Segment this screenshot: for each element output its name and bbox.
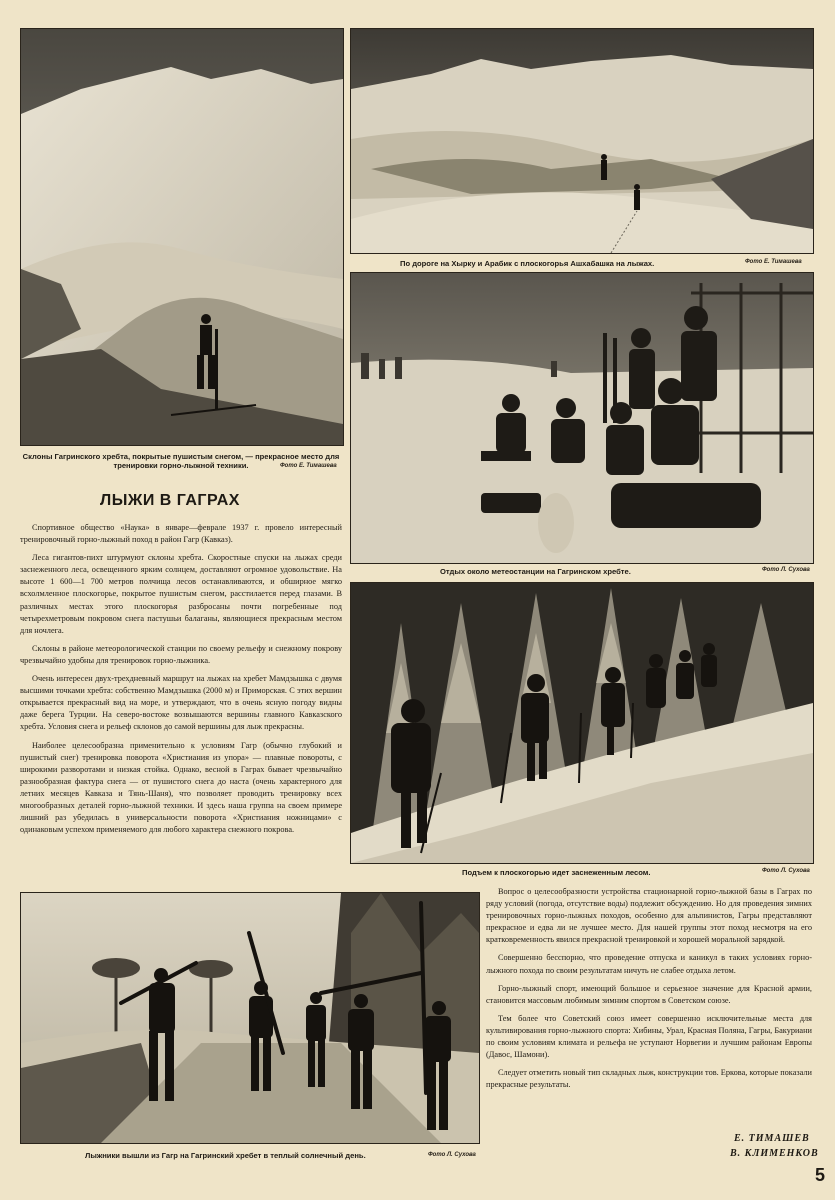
paragraph: Вопрос о целесообразности устройства стационарной горно-лыжной базы в Гаграх по ряду условий (погода, отсутствие воды) подлежит обсуждению. Но для проведения зимних тренировочных горно-лыжных походов, особенно для альпинистов, Гагры представляют прекрасное и едва ли не лучшее место. Для нашей группы этот поход несмотря на его кратковременность явился прекрасной тренировкой и хорошей моральной зарядкой. (486, 887, 812, 945)
photo-caption-2: По дороге на Хырку и Арабик с плоскогорья Ашхабашка на лыжах. (400, 259, 655, 268)
paragraph: Горно-лыжный спорт, имеющий большое и серьезное значение для Красной армии, становится массовым любимым зимним спортом в Советском союзе. (486, 983, 812, 1005)
photo-credit-1: Фото Е. Тимашева (280, 463, 337, 469)
photo-skiers-leaving-gagra (20, 892, 480, 1144)
author-klimenkov: В. КЛИМЕНКОВ (730, 1148, 819, 1159)
author-timashev: Е. ТИМАШЕВ (734, 1133, 810, 1144)
paragraph: Очень интересен двух-трехдневный маршрут на лыжах на хребет Мамдзышка с двумя высшими точками хребта: собственно Мамдзышка (2000 м) и Приморская. С этих вершин открывается прекрасный вид на море, и утверждают, что в очень ясную погоду видны даже берега Турции. На северо-востоке возвышаются вершины главного Кавказского хребта. Условия снега и рельеф склонов до самой вершины для лыж прекрасны. (20, 674, 342, 732)
paragraph: Следует отметить новый тип складных лыж, конструкции тов. Еркова, которые показали прекрасные результаты. (486, 1068, 812, 1090)
photo-credit-2: Фото Е. Тимашева (745, 259, 802, 265)
photo-road-to-khyrka (350, 28, 814, 254)
paragraph: Леса гигантов-пихт штурмуют склоны хребта. Скоростные спуски на лыжах среди заснеженного леса, освещенного ярким солнцем, доставляют огромное удовольствие. На высоте 1 600—1 700 метров полчища лесов останавливаются, и обширное мягко всхолмленное плоскогорье, покрытое пушистым снегом, расстилается перед глазами. В различных местах этого плоскогорья разбросаны почти погребенные под четырехметровым покровом снега пастушьи балаганы, являющиеся прекрасным местом для ночлега. (20, 553, 342, 635)
article-column-right (486, 886, 812, 1097)
photo-caption-4: Подъем к плоскогорью идет заснеженным лесом. (462, 868, 651, 877)
photo-mountain-slope (20, 28, 344, 446)
photo-credit-3: Фото Л. Сухова (762, 567, 810, 573)
photo-caption-5: Лыжники вышли из Гагр на Гагринский хребет в теплый солнечный день. (85, 1151, 366, 1160)
article-title: ЛЫЖИ В ГАГРАХ (100, 492, 240, 509)
paragraph: Тем более что Советский союз имеет совершенно исключительные места для культивирования горно-лыжного спорта: Хибины, Урал, Красная Поляна, Гагры, Бакуриани по своим условиям климата и рельефа не уступают Норвегии и лучшим районам Европы (Давос, Шамони). (486, 1013, 812, 1060)
paragraph: Наиболее целесообразна применительно к условиям Гагр (обычно глубокий и пушистый снег) тренировка поворота «Христиания из упора» — плавные повороты, с широкими разворотами и низкая стойка. Однако, весной в Гаграх бывает чрезвычайно разнообразная фактура снега — от пушистого снега до наста (очень характерного для летних месяцев Кавказа и Тянь-Шаня), что позволяет проводить тренировку всех многообразных деталей горно-лыжной техники. И здесь наша группа на своем примере лишний раз убедилась в универсальности поворота «Христиания ножницами» с одинаковым успехом применяемого для любого характера снежного покрова. (20, 740, 342, 835)
photo-credit-4: Фото Л. Сухова (762, 868, 810, 874)
paragraph: Спортивное общество «Наука» в январе—феврале 1937 г. провело интересный тренировочный горно-лыжный поход в район Гагр (Кавказ). (20, 523, 342, 545)
photo-caption-1: Склоны Гагринского хребта, покрытые пушистым снегом, — прекрасное место для тренировки горно-лыжной техники. (22, 452, 340, 471)
photo-credit-5: Фото Л. Сухова (428, 1152, 476, 1158)
article-column-left (20, 522, 342, 842)
page-number: 5 (814, 1165, 825, 1185)
paragraph: Склоны в районе метеорологической станции по своему рельефу и снежному покрову чрезвычайно удобны для тренировок горно-лыжника. (20, 643, 342, 665)
paragraph: Совершенно бесспорно, что проведение отпуска и каникул в таких условиях горно-лыжного похода по своим результатам ничуть не слабее отдыха летом. (486, 953, 812, 975)
photo-rest-weather-station (350, 272, 814, 564)
photo-caption-3: Отдых около метеостанции на Гагринском хребте. (440, 567, 631, 576)
photo-snowy-forest-ascent (350, 582, 814, 864)
